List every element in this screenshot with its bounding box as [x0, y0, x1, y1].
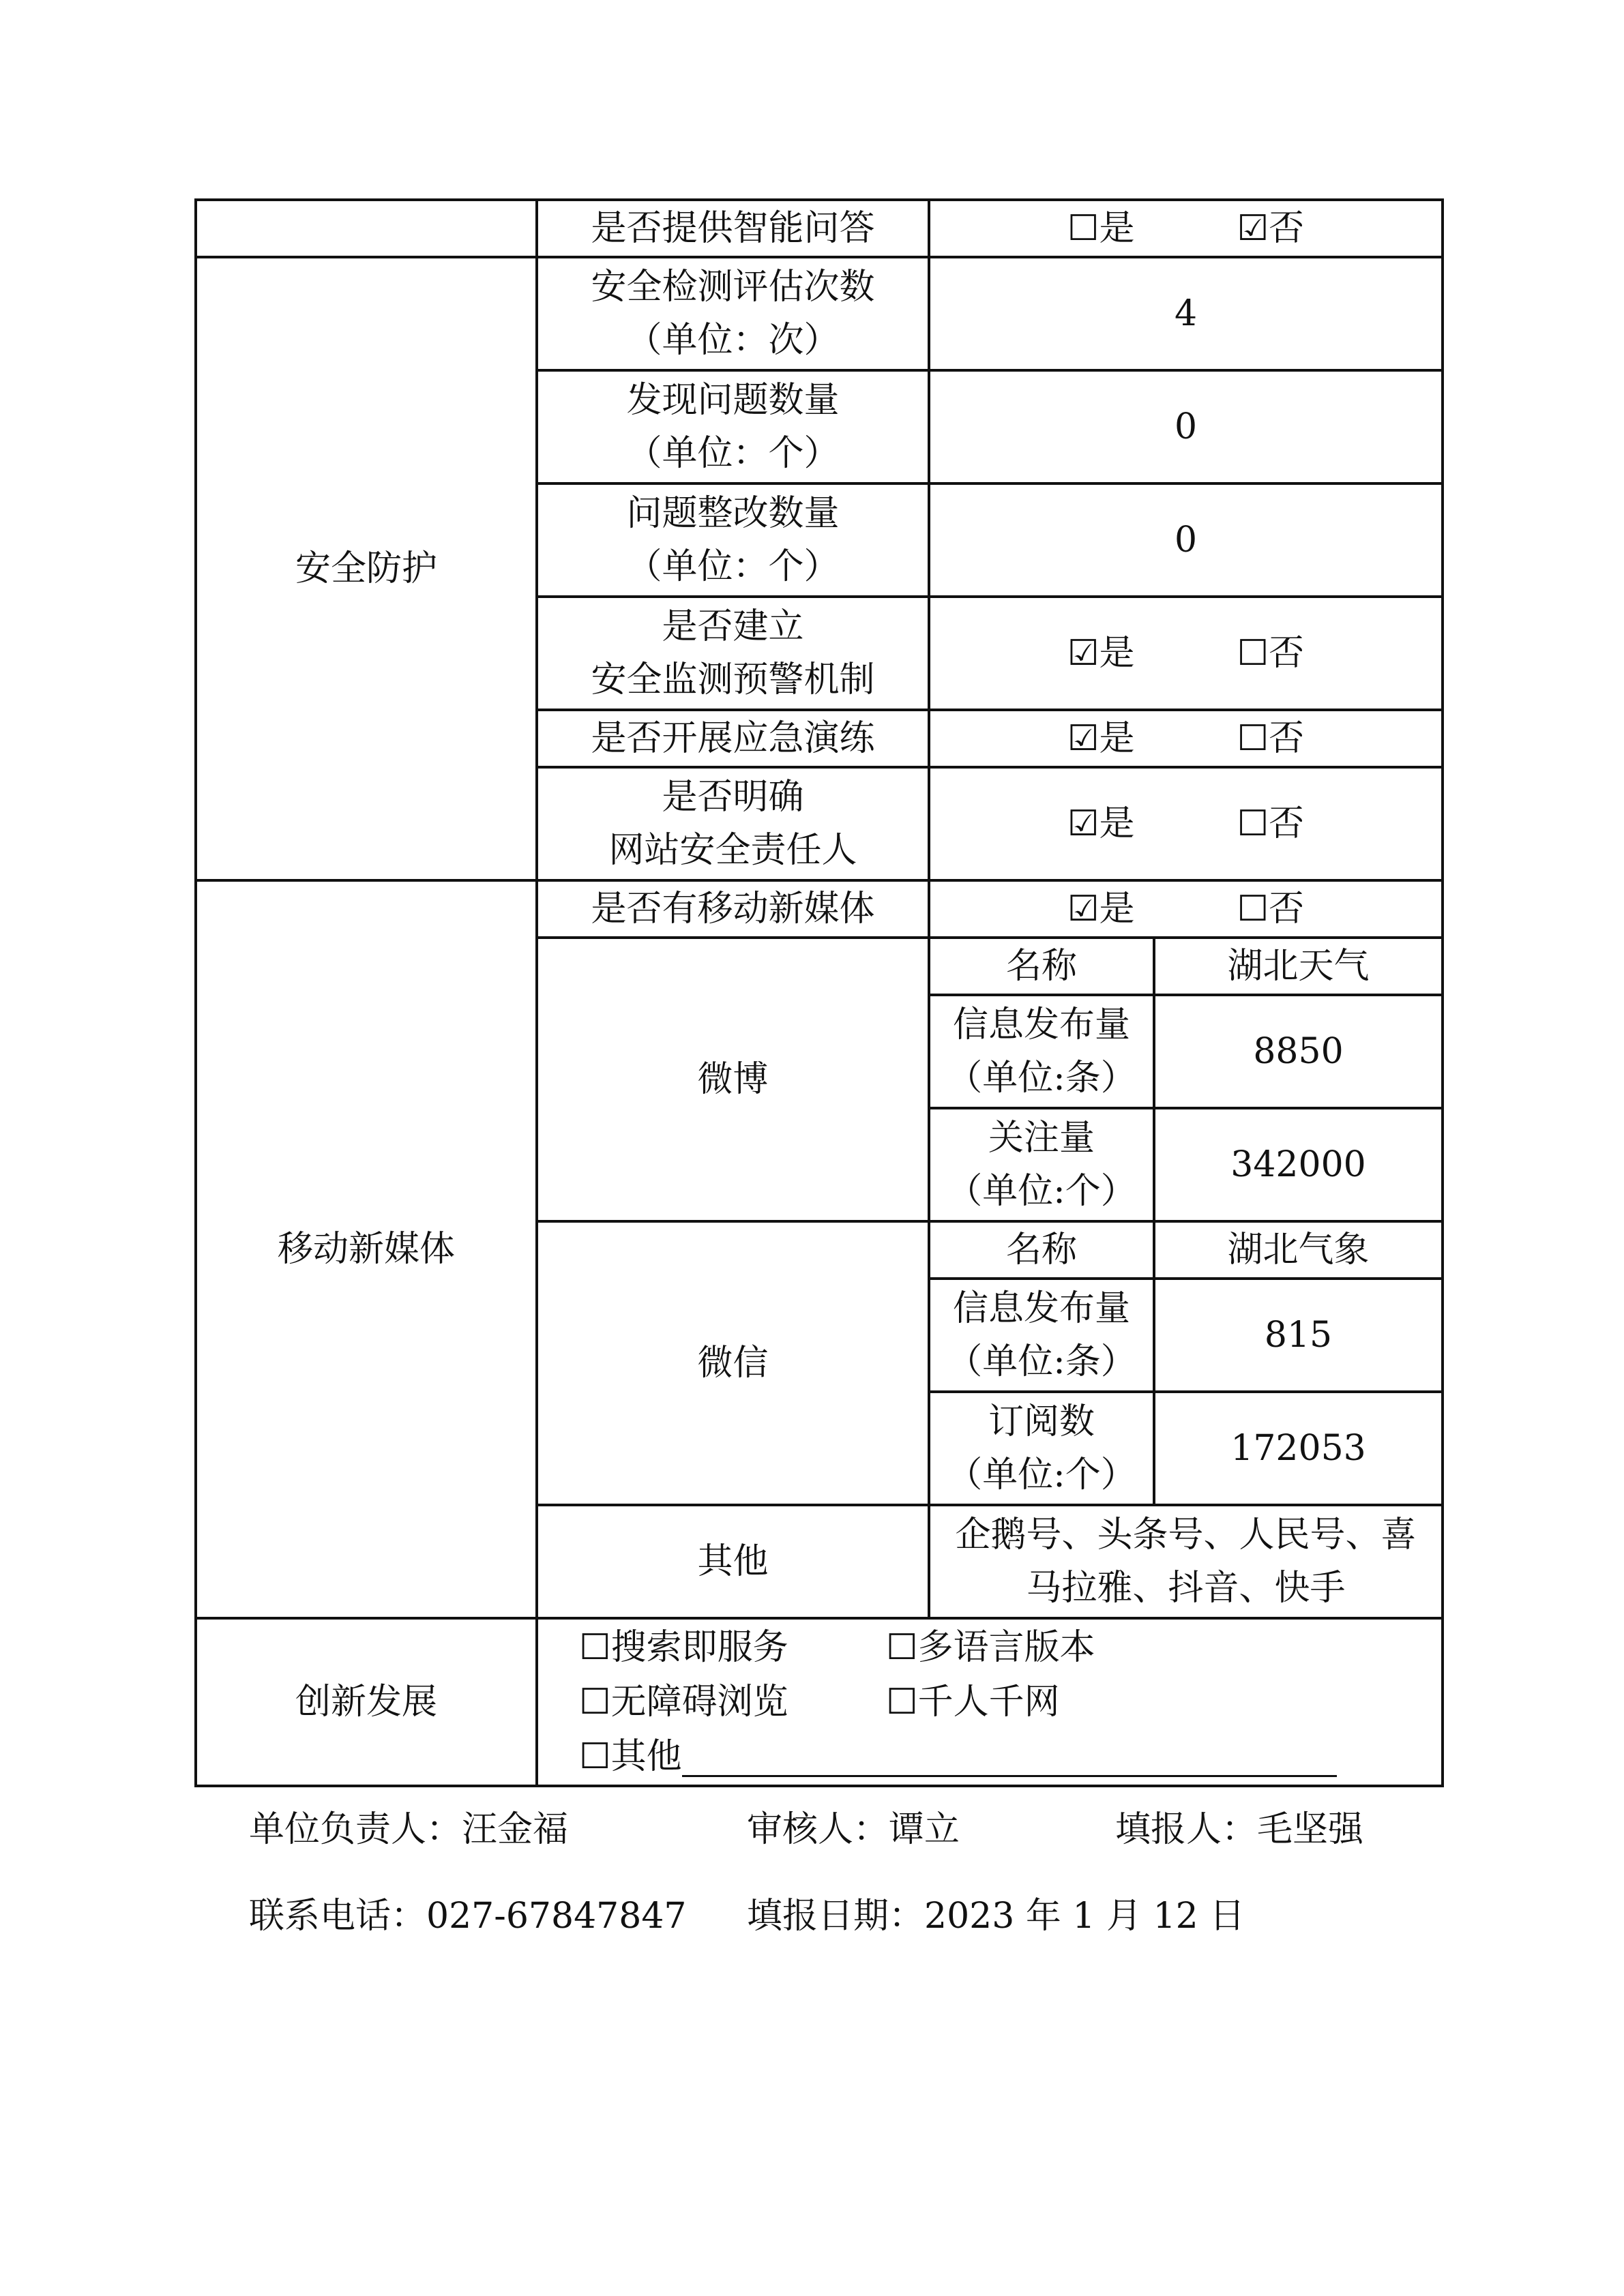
contact-line — [249, 1887, 1245, 1938]
wechat-name-label: 名称 — [929, 1221, 1154, 1279]
smart-qa-row — [196, 200, 1443, 257]
smart-qa-label: 是否提供智能问答 — [537, 200, 929, 257]
issues-fixed-label: 问题整改数量 （单位：个） — [537, 483, 929, 597]
responsible-no-checkbox[interactable]: ☐否 — [1237, 803, 1305, 844]
smart-qa-no-checkbox[interactable]: ☑否 — [1237, 208, 1305, 249]
smart-qa-options — [929, 200, 1443, 257]
other-media-label: 其他 — [537, 1505, 929, 1618]
emergency-drill-options — [929, 710, 1443, 767]
wechat-posts-label: 信息发布量 （单位:条） — [929, 1279, 1154, 1392]
signature-line — [249, 1800, 1363, 1851]
wechat-label: 微信 — [537, 1221, 929, 1505]
weibo-follow-label: 关注量 （单位:个） — [929, 1108, 1154, 1221]
weibo-posts-value: 8850 — [1154, 995, 1443, 1108]
mobile-media-row — [196, 880, 1443, 938]
weibo-follow-value: 342000 — [1154, 1108, 1443, 1221]
weibo-name-value: 湖北天气 — [1154, 938, 1443, 995]
wechat-name-value: 湖北气象 — [1154, 1221, 1443, 1279]
unit-head: 单位负责人：汪金福 — [249, 1809, 569, 1850]
warning-mechanism-options — [929, 597, 1443, 710]
drill-yes-checkbox[interactable]: ☑是 — [1067, 718, 1135, 759]
statistics-table — [194, 198, 1444, 1787]
wechat-subs-value: 172053 — [1154, 1392, 1443, 1505]
emergency-drill-label: 是否开展应急演练 — [537, 710, 929, 767]
security-section-label: 安全防护 — [196, 257, 537, 880]
drill-no-checkbox[interactable]: ☐否 — [1237, 718, 1305, 759]
personalized-network-checkbox[interactable]: ☐千人千网 — [886, 1682, 1060, 1723]
warning-no-checkbox[interactable]: ☐否 — [1237, 633, 1305, 674]
wechat-posts-value: 815 — [1154, 1279, 1443, 1392]
warning-mechanism-label: 是否建立 安全监测预警机制 — [537, 597, 929, 710]
filler: 填报人：毛坚强 — [1115, 1809, 1364, 1850]
security-responsible-options — [929, 767, 1443, 880]
innovation-options — [537, 1618, 1443, 1786]
other-media-value: 企鹅号、头条号、人民号、喜 马拉雅、抖音、快手 — [929, 1505, 1443, 1618]
weibo-label: 微博 — [537, 938, 929, 1221]
security-check-value: 4 — [929, 257, 1443, 370]
innovation-section-label: 创新发展 — [196, 1618, 537, 1786]
weibo-posts-label: 信息发布量 （单位:条） — [929, 995, 1154, 1108]
warning-yes-checkbox[interactable]: ☑是 — [1067, 633, 1135, 674]
security-check-row — [196, 257, 1443, 370]
mobile-no-checkbox[interactable]: ☐否 — [1237, 889, 1305, 929]
other-innovation-blank-line — [682, 1737, 1337, 1777]
smart-qa-yes-checkbox[interactable]: ☐是 — [1067, 208, 1135, 249]
fill-date: 填报日期：2023 年 1 月 12 日 — [747, 1896, 1245, 1937]
other-innovation-checkbox[interactable]: ☐其他 — [579, 1736, 682, 1777]
weibo-name-label: 名称 — [929, 938, 1154, 995]
multi-language-checkbox[interactable]: ☐多语言版本 — [886, 1627, 1095, 1668]
security-responsible-label: 是否明确 网站安全责任人 — [537, 767, 929, 880]
issues-found-value: 0 — [929, 370, 1443, 483]
mobile-media-label: 是否有移动新媒体 — [537, 880, 929, 938]
contact-phone: 联系电话：027-67847847 — [249, 1896, 687, 1937]
innovation-row — [196, 1618, 1443, 1786]
wechat-subs-label: 订阅数 （单位:个） — [929, 1392, 1154, 1505]
issues-found-label: 发现问题数量 （单位：个） — [537, 370, 929, 483]
responsible-yes-checkbox[interactable]: ☑是 — [1067, 803, 1135, 844]
search-service-checkbox[interactable]: ☐搜索即服务 — [579, 1627, 788, 1668]
reviewer: 审核人：谭立 — [747, 1809, 960, 1850]
section-cell-empty — [196, 200, 537, 257]
security-check-label: 安全检测评估次数 （单位：次） — [537, 257, 929, 370]
accessible-browsing-checkbox[interactable]: ☐无障碍浏览 — [579, 1682, 788, 1723]
mobile-media-options — [929, 880, 1443, 938]
mobile-yes-checkbox[interactable]: ☑是 — [1067, 889, 1135, 929]
issues-fixed-value: 0 — [929, 483, 1443, 597]
mobile-section-label: 移动新媒体 — [196, 880, 537, 1618]
